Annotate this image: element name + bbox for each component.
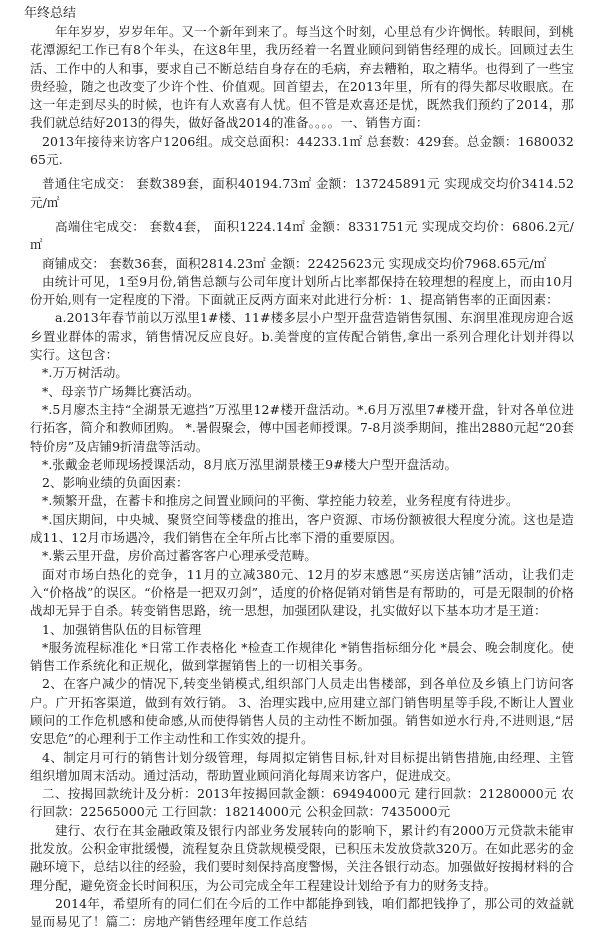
paragraph-analysis: 由统计可见，1至9月份,销售总额与公司年度计划所占比率都保持在较理想的程度上，而由10月份开始,则有一定程度的下滑。下面就正反两方面来对此进行分析：1、提高销售率的正面因素： bbox=[30, 273, 574, 308]
list-item: *.频繁开盘，在蓄卡和推房之间置业顾问的平衡、掌控能力较差，业务程度有待进步。 bbox=[42, 493, 519, 509]
section-heading-negative: 2、影响业绩的负面因素： bbox=[42, 475, 189, 491]
list-item: *.张戴金老师现场授课活动，8月底万泓里湖景楼王9#楼大户型开盘活动。 bbox=[42, 456, 458, 472]
list-item: *、母亲节广场舞比赛活动。 bbox=[42, 383, 200, 399]
paragraph-positive-factors: a.2013年春节前以万泓里1#楼、11#楼多层小户型开盘营造销售氛围、东润里准现房迎合返乡置业群体的需求，销售情况反应良好。b.美誉度的宣传配合销售,拿出一系列合理化计划并得以实行。这包含： bbox=[30, 310, 574, 363]
paragraph-bank-analysis: 建行、农行在其金融政策及银行内部业务发展转向的影响下，累计约有2000万元贷款未能审批发放。公积金审批缓慢，流程复杂且贷款规模受限，已积压未发放贷款320万。在如此恶劣的金融环境下，总结以往的经验，我们要时刻保持高度警惕，关注各银行动态。加强做好按揭材料的合理分配，避免资金长时间积压，为公司完成全年工程建设计划给予有力的财务支持。 bbox=[30, 822, 574, 893]
list-item: *.紫云里开盘，房价高过蓄客客户心理承受范畴。 bbox=[42, 548, 318, 564]
paragraph-price-war: 面对市场白热化的竞争，11月的立减380元、12月的岁末感恩“买房送店铺”活动，让我们走入“价格战”的误区。“价格是一把双刃剑”，适度的价格促销对销售是有帮助的，可是无限制的价格战却无异于自杀。转变销售思路，统一思想，加强团队建设，扎实做好以下基本功才是王道： bbox=[30, 566, 574, 619]
paragraph-intro: 年年岁岁，岁岁年年。又一个新年到来了。每当这个时刻，心里总有少许惆怅。转眼间，到桃花潭源纪工作已有8个年头，在这8年里，我历经着一名置业顾问到销售经理的成长。回顾过去生活、工作中的人和事，要求自己不断总结自身存在的毛病，弃去糟粕，取之精华。也得到了一些宝贵经验，随之也改变了少许个性、价值观。回首望去，在2013年里，所有的得失都尽收眼底。在这一年走到尽头的时候，也许有人欢喜有人忧。但不管是欢喜还是忧，既然我们预约了2014，那我们就总结好2013的得失，做好备战2014的准备。。。。一、销售方面： bbox=[30, 24, 574, 131]
paragraph-sales-mode: 2、在客户减少的情况下,转变坐销模式,组织部门人员走出售楼部，到各单位及乡镇上门访问客户。广开拓客渠道，做到有效行销。 3、治理实践中,应用建立部门销售明星等手段,不断让人置业顾问的工作危机感和使命感,从而使得销售人员的主动性不断加强。销售如逆水行舟,不进则退,“居安思危”的心理利于工作主动性和工作实效的提升。 bbox=[30, 676, 574, 747]
paragraph-team-management: *服务流程标准化 *日常工作表格化 *检查工作规律化 *销售指标细分化 *晨会、晚会制度化。使销售工作系统化和正规化，做到掌握销售上的一切相关事务。 bbox=[30, 639, 574, 674]
list-item: *.万万树活动。 bbox=[42, 365, 129, 381]
document-title: 年终总结 bbox=[24, 6, 77, 21]
list-item: *.5月廖杰主持“全湖景无遮挡”万泓里12#楼开盘活动。*.6月万泓里7#楼开盘，针对各单位进行拓客，简介和教师团购。 *.暑假聚会，傅中国老师授课。7-8月淡季期间，推出2880元起“20套特价房”及店铺9折清盘等活动。 bbox=[30, 401, 574, 454]
paragraph-shop-sales: 商铺成交： 套数36套，面积2814.23㎡ 金额：22425623元 实现成交均价7968.65元/㎡ bbox=[42, 255, 547, 271]
list-item: *.国庆期间，中央城、聚贤空间等楼盘的推出，客户资源、市场份额被很大程度分流。这也是造成11、12月市场遇冷，我们销售在全年所占比率下滑的重要原因。 bbox=[30, 511, 574, 546]
section-heading-team: 1、加强销售队伍的目标管理 bbox=[42, 621, 202, 637]
paragraph-monthly-plan: 4、制定月可行的销售计划分级管理，每周拟定销售目标,针对目标提出销售措施,由经理、主管组织增加周末活动。通过活动，帮助置业顾问消化每周来访客户，促进成交。 bbox=[30, 749, 574, 783]
paragraph-mortgage-stats: 二、按揭回款统计及分析：2013年按揭回款金额：69494000元 建行回款：21280000元 农行回款：22565000元 工行回款：18214000元 公积金回款：7435000元 bbox=[30, 786, 574, 820]
paragraph-residential-sales: 普通住宅成交： 套数389套，面积40194.73㎡ 金额：137245891元 实现成交均价3414.52元/㎡ bbox=[30, 176, 574, 210]
paragraph-closing: 2014年，希望所有的同仁们在今后的工作中都能挣到钱，咱们都把钱挣了，那公司的效益就显而易见了！篇二：房地产销售经理年度工作总结 bbox=[30, 895, 574, 930]
paragraph-highend-sales: 高端住宅成交： 套数4套， 面积1224.14㎡ 金额：8331751元 实现成交均价：6806.2元/㎡ bbox=[30, 218, 574, 253]
paragraph-visitor-stats: 2013年接待来访客户1206组。成交总面积：44233.1㎡ 总套数：429套。总金额：168003265元. bbox=[30, 133, 574, 168]
